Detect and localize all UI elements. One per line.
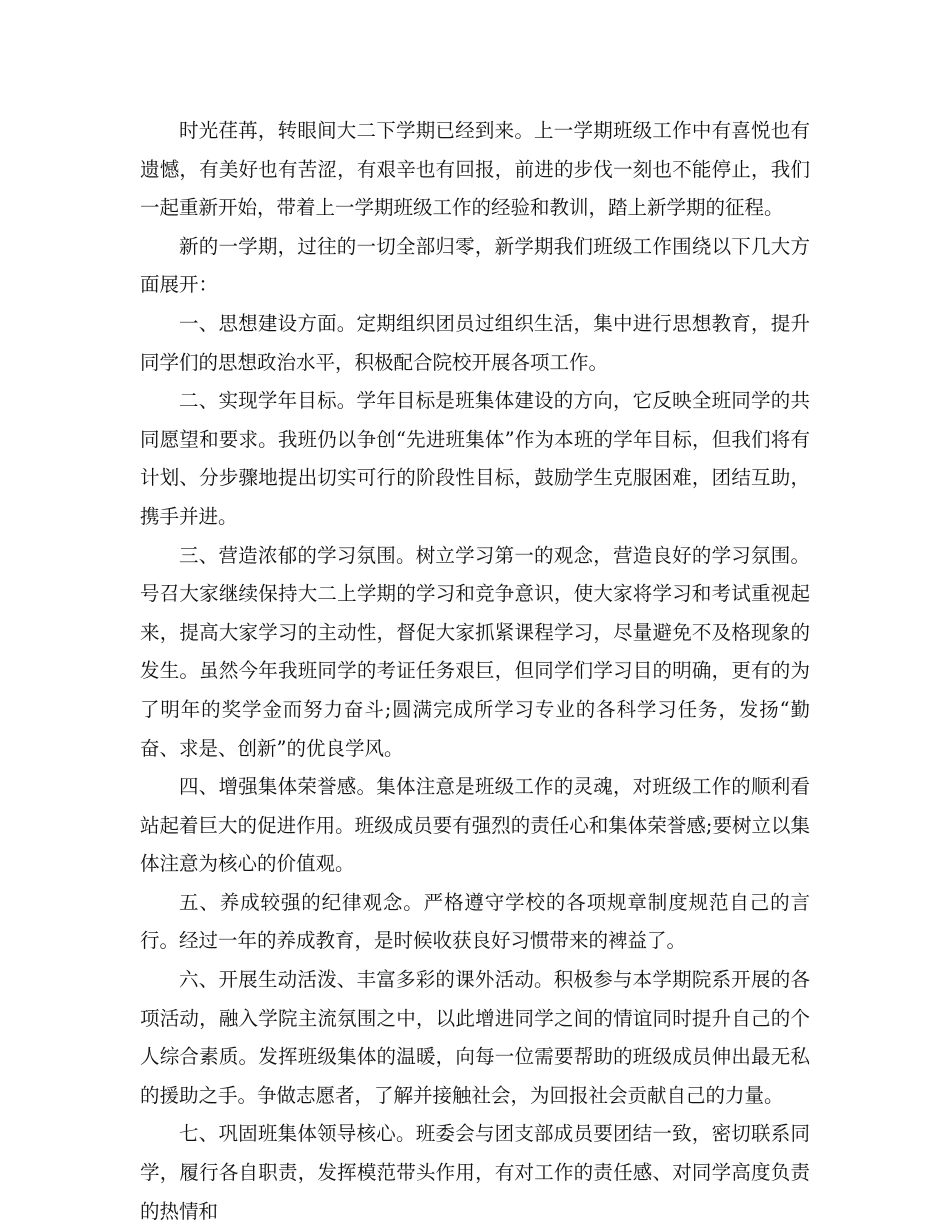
paragraph-item-2: 二、实现学年目标。学年目标是班集体建设的方向，它反映全班同学的共同愿望和要求。我班仍以争创“先进班集体”作为本班的学年目标，但我们将有计划、分步骤地提出切实可行的阶段性目标，鼓励学生克服困难，团结互助，携手并进。 [140, 389, 810, 528]
paragraph-item-5: 五、养成较强的纪律观念。严格遵守学校的各项规章制度规范自己的言行。经过一年的养成教育，是时候收获良好习惯带来的裨益了。 [140, 890, 810, 953]
paragraph-intro: 时光荏苒，转眼间大二下学期已经到来。上一学期班级工作中有喜悦也有遗憾，有美好也有苦涩，有艰辛也有回报，前进的步伐一刻也不能停止，我们一起重新开始，带着上一学期班级工作的经验和教训，踏上新学期的征程。 [140, 119, 810, 220]
paragraph-item-3: 三、营造浓郁的学习氛围。树立学习第一的观念，营造良好的学习氛围。号召大家继续保持大二上学期的学习和竞争意识，使大家将学习和考试重视起来，提高大家学习的主动性，督促大家抓紧课程学习，尽量避免不及格现象的发生。虽然今年我班同学的考证任务艰巨，但同学们学习目的明确，更有的为了明年的奖学金而努力奋斗;圆满完成所学习专业的各科学习任务，发扬“勤奋、求是、创新”的优良学风。 [140, 543, 810, 760]
paragraph-item-4: 四、增强集体荣誉感。集体注意是班级工作的灵魂，对班级工作的顺利看站起着巨大的促进作用。班级成员要有强烈的责任心和集体荣誉感;要树立以集体注意为核心的价值观。 [140, 775, 810, 876]
paragraph-overview: 新的一学期，过往的一切全部归零，新学期我们班级工作围绕以下几大方面展开： [140, 234, 810, 297]
paragraph-item-1: 一、思想建设方面。定期组织团员过组织生活，集中进行思想教育，提升同学们的思想政治水平，积极配合院校开展各项工作。 [140, 311, 810, 374]
document-body [140, 112, 810, 1231]
paragraph-item-6: 六、开展生动活泼、丰富多彩的课外活动。积极参与本学期院系开展的各项活动，融入学院主流氛围之中，以此增进同学之间的情谊同时提升自己的个人综合素质。发挥班级集体的温暖，向每一位需要帮助的班级成员伸出最无私的援助之手。争做志愿者，了解并接触社会，为回报社会贡献自己的力量。 [140, 968, 810, 1107]
paragraph-item-7: 七、巩固班集体领导核心。班委会与团支部成员要团结一致，密切联系同学，履行各自职责，发挥模范带头作用，有对工作的责任感、对同学高度负责的热情和 [140, 1122, 810, 1223]
